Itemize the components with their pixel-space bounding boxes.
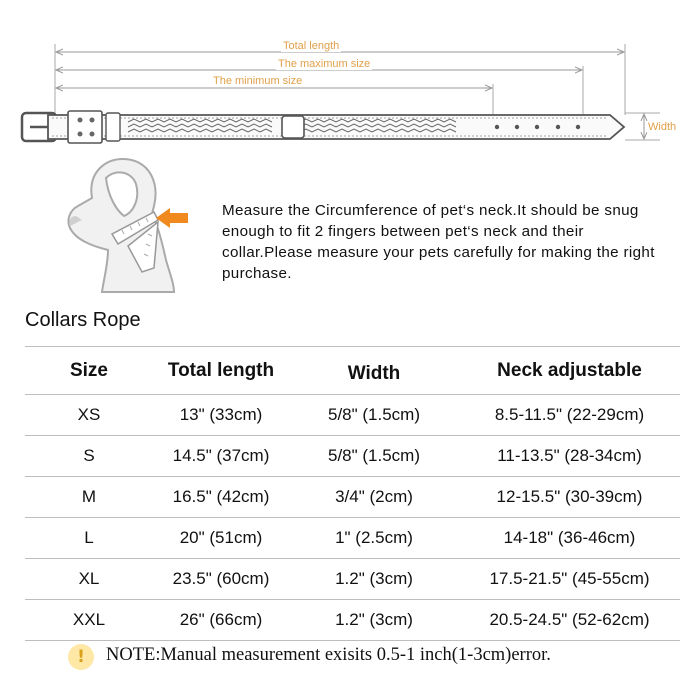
length-cell: 16.5" (42cm) xyxy=(153,477,289,518)
table-title: Collars Rope xyxy=(25,309,141,331)
width-label: Width xyxy=(648,121,677,133)
table-row xyxy=(25,600,680,641)
total-length-label: Total length xyxy=(283,40,340,52)
table-row xyxy=(25,559,680,600)
neck-cell: 11-13.5" (28-34cm) xyxy=(459,436,680,477)
length-cell: 20" (51cm) xyxy=(153,518,289,559)
size-cell: XL xyxy=(25,559,153,600)
width-cell: 5/8" (1.5cm) xyxy=(289,395,459,436)
neck-cell: 14-18" (36-46cm) xyxy=(459,518,680,559)
width-cell: 1" (2.5cm) xyxy=(289,518,459,559)
table-row xyxy=(25,477,680,518)
header-size: Size xyxy=(25,347,153,395)
length-cell: 23.5" (60cm) xyxy=(153,559,289,600)
measuring-instructions: Measure the Circumference of pet‘s neck.It should be snug enough to fit 2 fingers between pet‘s neck and their collar.Please measure your pets carefully for making the right purchase. xyxy=(222,202,655,282)
header-width: Width xyxy=(289,347,459,395)
length-cell: 26" (66cm) xyxy=(153,600,289,641)
width-cell: 1.2" (3cm) xyxy=(289,600,459,641)
table-header-row xyxy=(25,347,680,395)
width-cell: 5/8" (1.5cm) xyxy=(289,436,459,477)
total-length-line xyxy=(55,44,625,115)
note-text: NOTE:Manual measurement exisits 0.5-1 inch(1-3cm)error. xyxy=(106,645,551,665)
minimum-size-label: The minimum size xyxy=(213,75,303,87)
table-row xyxy=(25,395,680,436)
neck-cell: 17.5-21.5" (45-55cm) xyxy=(459,559,680,600)
length-cell: 13" (33cm) xyxy=(153,395,289,436)
exclamation-icon: ! xyxy=(68,644,94,670)
width-cell: 1.2" (3cm) xyxy=(289,559,459,600)
collar-illustration xyxy=(22,111,624,143)
collar-dimension-diagram xyxy=(0,0,700,150)
table-row xyxy=(25,436,680,477)
header-neck-adjustable: Neck adjustable xyxy=(459,347,680,395)
length-cell: 14.5" (37cm) xyxy=(153,436,289,477)
neck-cell: 12-15.5" (30-39cm) xyxy=(459,477,680,518)
dog-neck-illustration xyxy=(62,150,202,295)
size-cell: XXL xyxy=(25,600,153,641)
table-row xyxy=(25,518,680,559)
width-cell: 3/4" (2cm) xyxy=(289,477,459,518)
size-cell: M xyxy=(25,477,153,518)
size-table xyxy=(25,346,680,641)
neck-cell: 20.5-24.5" (52-62cm) xyxy=(459,600,680,641)
size-cell: XS xyxy=(25,395,153,436)
size-cell: L xyxy=(25,518,153,559)
maximum-size-label: The maximum size xyxy=(278,58,371,70)
neck-cell: 8.5-11.5" (22-29cm) xyxy=(459,395,680,436)
size-cell: S xyxy=(25,436,153,477)
header-total-length: Total length xyxy=(153,347,289,395)
